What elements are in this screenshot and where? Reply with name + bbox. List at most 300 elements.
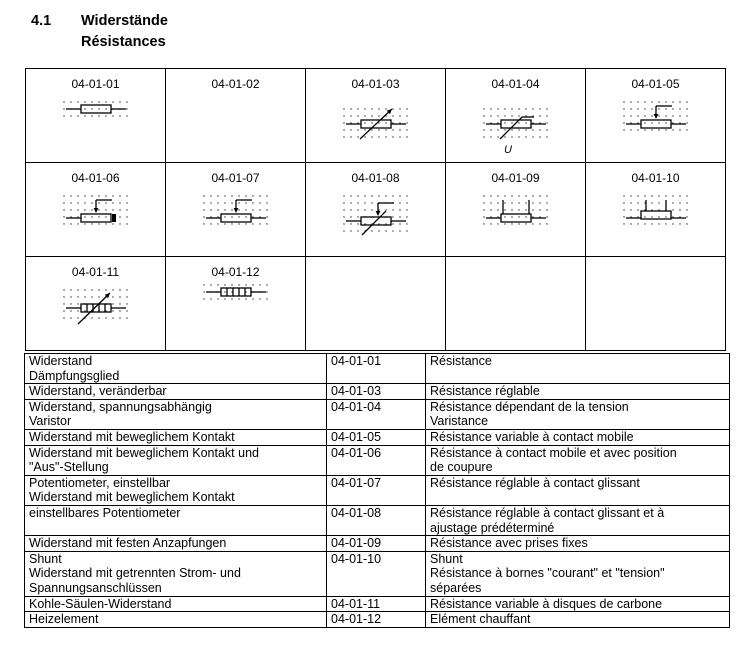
grid-dot [385,195,386,196]
grid-dot [630,209,631,210]
grid-dot [203,223,204,224]
grid-dot [504,129,505,130]
grid-dot [231,202,232,203]
symbol-cell [166,69,306,163]
grid-dot [203,291,204,292]
arrow-head [654,114,659,119]
grid-dot [490,129,491,130]
symbol-cell [446,257,586,351]
grid-dot [637,223,638,224]
grid-dot [217,202,218,203]
symbol-row [26,257,726,351]
grid-dot [504,195,505,196]
grid-dot [63,216,64,217]
grid-dot [658,108,659,109]
grid-dot [504,136,505,137]
grid-dot [406,136,407,137]
grid-dot [644,129,645,130]
grid-dot [350,115,351,116]
grid-dot [259,209,260,210]
french-description-line: Résistance variable à disques de carbone [430,596,663,611]
grid-dot [658,202,659,203]
french-description-line: de coupure [430,460,493,475]
grid-dot [623,101,624,102]
french-description-line: ajustage prédéterminé [430,520,555,535]
french-description [426,399,730,429]
grid-dot [231,195,232,196]
grid-dot [91,101,92,102]
grid-dot [343,223,344,224]
french-description-line: Elément chauffant [430,612,531,627]
grid-dot [630,202,631,203]
grid-dot [665,122,666,123]
description-row [25,536,730,552]
grid-dot [98,115,99,116]
grid-dot [112,101,113,102]
grid-dot [644,115,645,116]
grid-dot [532,129,533,130]
german-description [25,475,327,505]
symbol-code-ref: 04-01-10 [327,551,426,596]
grid-dot [399,136,400,137]
grid-dot [105,108,106,109]
grid-dot [350,195,351,196]
grid-dot [217,209,218,210]
grid-dot [511,122,512,123]
french-description-line: Résistance réglable à contact glissant [430,475,640,490]
grid-dot [70,289,71,290]
grid-dot [679,209,680,210]
grid-dot [679,108,680,109]
grid-dot [504,209,505,210]
grid-dot [518,115,519,116]
symbol-code: 04-01-01 [71,77,120,91]
grid-dot [259,202,260,203]
symbol-code-ref: 04-01-12 [327,612,426,628]
tapped-resistor-icon [446,163,585,256]
section-title-de: Widerstände [81,13,168,29]
grid-dot [525,202,526,203]
grid-dot [665,195,666,196]
grid-dot [357,223,358,224]
grid-dot [119,202,120,203]
grid-dot [525,108,526,109]
grid-dot [399,195,400,196]
german-description-line: "Aus"-Stellung [29,460,109,475]
grid-dot [392,108,393,109]
description-row [25,429,730,445]
symbol-stroke [362,211,386,235]
symbol-cell [586,69,726,163]
grid-dot [238,209,239,210]
symbol-code: 04-01-07 [211,171,260,185]
grid-dot [686,209,687,210]
grid-dot [623,223,624,224]
grid-dot [77,303,78,304]
grid-dot [511,216,512,217]
grid-dot [378,136,379,137]
grid-dot [679,195,680,196]
grid-dot [70,101,71,102]
grid-dot [266,216,267,217]
grid-dot [525,223,526,224]
grid-dot [364,108,365,109]
symbol-code-ref: 04-01-05 [327,429,426,445]
grid-dot [518,136,519,137]
description-row [25,399,730,429]
variable-resistor-icon [306,69,445,162]
grid-dot [630,195,631,196]
grid-dot [63,101,64,102]
grid-dot [350,202,351,203]
symbol-code: 04-01-08 [351,171,400,185]
grid-dot [630,129,631,130]
german-description-line: Varistor [29,414,72,429]
grid-dot [511,136,512,137]
grid-dot [84,101,85,102]
grid-dot [224,284,225,285]
german-description-line: Widerstand mit beweglichem Kontakt [29,429,235,444]
grid-dot [392,230,393,231]
grid-dot [651,202,652,203]
grid-dot [679,101,680,102]
grid-dot [637,101,638,102]
grid-dot [119,223,120,224]
grid-dot [483,223,484,224]
grid-dot [112,115,113,116]
potentiometer-icon [166,163,305,256]
arrow-head [234,208,239,213]
grid-dot [511,115,512,116]
grid-dot [686,108,687,109]
grid-dot [357,195,358,196]
grid-dot [266,298,267,299]
grid-dot [371,136,372,137]
french-description-line: Résistance réglable à contact glissant et à [430,505,665,520]
german-description [25,384,327,400]
grid-dot [637,129,638,130]
grid-dot [511,108,512,109]
german-description [25,429,327,445]
symbol-code-ref: 04-01-09 [327,536,426,552]
grid-dot [112,289,113,290]
grid-dot [77,115,78,116]
grid-dot [518,216,519,217]
grid-dot [343,216,344,217]
grid-dot [112,296,113,297]
grid-dot [259,284,260,285]
grid-dot [357,108,358,109]
grid-dot [84,202,85,203]
grid-dot [644,195,645,196]
grid-dot [525,216,526,217]
grid-dot [105,289,106,290]
grid-dot [203,216,204,217]
grid-dot [623,202,624,203]
symbol-cell [166,163,306,257]
grid-dot [399,202,400,203]
german-description-line: Widerstand, veränderbar [29,384,167,399]
grid-dot [126,289,127,290]
grid-dot [224,209,225,210]
grid-dot [245,202,246,203]
grid-dot [112,317,113,318]
section-title-fr: Résistances [81,34,166,50]
arrow-head [376,211,381,216]
grid-dot [224,202,225,203]
grid-dot [70,317,71,318]
description-table [24,353,730,628]
grid-dot [483,108,484,109]
grid-dot [238,195,239,196]
grid-dot [672,202,673,203]
grid-dot [126,195,127,196]
description-row [25,551,730,596]
grid-dot [651,115,652,116]
grid-dot [245,284,246,285]
grid-dot [539,195,540,196]
grid-dot [406,216,407,217]
grid-dot [385,230,386,231]
grid-dot [238,298,239,299]
german-description [25,445,327,475]
grid-dot [210,202,211,203]
grid-dot [224,298,225,299]
grid-dot [637,108,638,109]
resistor-icon [26,69,165,162]
grid-dot [406,129,407,130]
grid-dot [518,108,519,109]
grid-dot [546,108,547,109]
grid-dot [497,129,498,130]
grid-dot [350,129,351,130]
grid-dot [371,195,372,196]
grid-dot [490,223,491,224]
symbol-cell [26,163,166,257]
grid-dot [497,108,498,109]
grid-dot [364,202,365,203]
grid-dot [532,136,533,137]
grid-dot [504,115,505,116]
grid-dot [126,216,127,217]
grid-dot [343,115,344,116]
grid-dot [623,129,624,130]
grid-dot [112,310,113,311]
grid-dot [77,310,78,311]
german-description [25,505,327,535]
grid-dot [392,209,393,210]
grid-dot [364,129,365,130]
resistor-body [641,211,671,219]
description-row [25,384,730,400]
grid-dot [98,317,99,318]
grid-dot [231,216,232,217]
french-description-line: Résistance réglable [430,384,540,399]
grid-dot [203,284,204,285]
grid-dot [77,317,78,318]
grid-dot [399,129,400,130]
grid-dot [525,136,526,137]
grid-dot [91,115,92,116]
symbol-cell [306,257,446,351]
grid-dot [651,129,652,130]
grid-dot [98,216,99,217]
german-description [25,399,327,429]
grid-dot [546,216,547,217]
grid-dot [658,223,659,224]
grid-dot [98,209,99,210]
grid-dot [672,115,673,116]
grid-dot [497,202,498,203]
grid-dot [70,115,71,116]
grid-dot [350,209,351,210]
german-description-line: Widerstand [29,354,93,368]
grid-dot [126,296,127,297]
grid-dot [98,296,99,297]
grid-dot [525,129,526,130]
grid-dot [119,195,120,196]
grid-dot [84,209,85,210]
grid-dot [364,136,365,137]
grid-dot [217,195,218,196]
grid-dot [546,202,547,203]
grid-dot [532,108,533,109]
grid-dot [91,223,92,224]
french-description [426,612,730,628]
grid-dot [399,115,400,116]
grid-dot [511,202,512,203]
grid-dot [378,195,379,196]
grid-dot [546,195,547,196]
grid-dot [364,115,365,116]
grid-dot [112,303,113,304]
grid-dot [399,108,400,109]
grid-dot [70,223,71,224]
grid-dot [686,101,687,102]
preset-potentiometer-icon [306,163,445,256]
symbol-cell [306,69,446,163]
grid-dot [91,289,92,290]
grid-dot [119,115,120,116]
grid-dot [392,195,393,196]
symbol-code-ref: 04-01-06 [327,445,426,475]
grid-dot [126,202,127,203]
off-position-block [112,214,116,222]
symbol-code: 04-01-11 [71,265,120,279]
grid-dot [105,317,106,318]
symbol-code-ref: 04-01-08 [327,505,426,535]
grid-dot [511,195,512,196]
german-description-line: Widerstand, spannungsabhängig [29,399,212,414]
grid-dot [658,122,659,123]
grid-dot [630,101,631,102]
grid-dot [686,202,687,203]
german-description [25,551,327,596]
grid-dot [231,284,232,285]
grid-dot [651,223,652,224]
german-description-line: Widerstand mit beweglichem Kontakt [29,490,235,505]
french-description [426,445,730,475]
grid-dot [539,223,540,224]
grid-dot [399,223,400,224]
grid-dot [98,223,99,224]
grid-dot [245,195,246,196]
grid-dot [266,209,267,210]
french-description [426,354,730,384]
grid-dot [679,223,680,224]
symbol-code-ref: 04-01-04 [327,399,426,429]
german-description-line: Widerstand mit beweglichem Kontakt und [29,445,259,460]
grid-dot [637,195,638,196]
grid-dot [679,202,680,203]
grid-dot [343,129,344,130]
grid-dot [546,209,547,210]
grid-dot [672,129,673,130]
grid-dot [532,195,533,196]
moving-contact-resistor-icon [586,69,725,162]
grid-dot [91,296,92,297]
grid-dot [63,303,64,304]
grid-dot [371,202,372,203]
symbol-code-ref: 04-01-07 [327,475,426,505]
grid-dot [525,122,526,123]
grid-dot [343,122,344,123]
symbol-code-ref: 04-01-01 [327,354,426,384]
grid-dot [77,101,78,102]
grid-dot [497,195,498,196]
grid-dot [686,115,687,116]
grid-dot [504,216,505,217]
grid-dot [686,223,687,224]
symbol-cell [446,69,586,163]
grid-dot [658,129,659,130]
grid-dot [686,195,687,196]
symbol-code-ref: 04-01-11 [327,596,426,612]
french-description-line: Résistance à contact mobile et avec position [430,445,677,460]
grid-dot [126,310,127,311]
grid-dot [84,223,85,224]
grid-dot [105,115,106,116]
grid-dot [665,115,666,116]
symbol-cell [26,257,166,351]
grid-dot [252,195,253,196]
grid-dot [511,223,512,224]
french-description-line: Résistance avec prises fixes [430,536,588,551]
french-description-line: Résistance dépendant de la tension [430,399,629,414]
grid-dot [119,209,120,210]
german-description-line: Dämpfungsglied [29,368,120,383]
grid-dot [392,136,393,137]
symbol-code: 04-01-10 [631,171,680,185]
grid-dot [497,223,498,224]
grid-dot [385,129,386,130]
symbol-cell [306,163,446,257]
grid-dot [266,291,267,292]
grid-dot [210,223,211,224]
grid-dot [497,209,498,210]
grid-dot [546,115,547,116]
grid-dot [231,298,232,299]
grid-dot [623,108,624,109]
grid-dot [525,209,526,210]
grid-dot [371,129,372,130]
grid-dot [112,209,113,210]
grid-dot [686,129,687,130]
german-description-line: Heizelement [29,612,99,627]
grid-dot [672,195,673,196]
symbol-code: 04-01-12 [211,265,260,279]
grid-dot [231,223,232,224]
